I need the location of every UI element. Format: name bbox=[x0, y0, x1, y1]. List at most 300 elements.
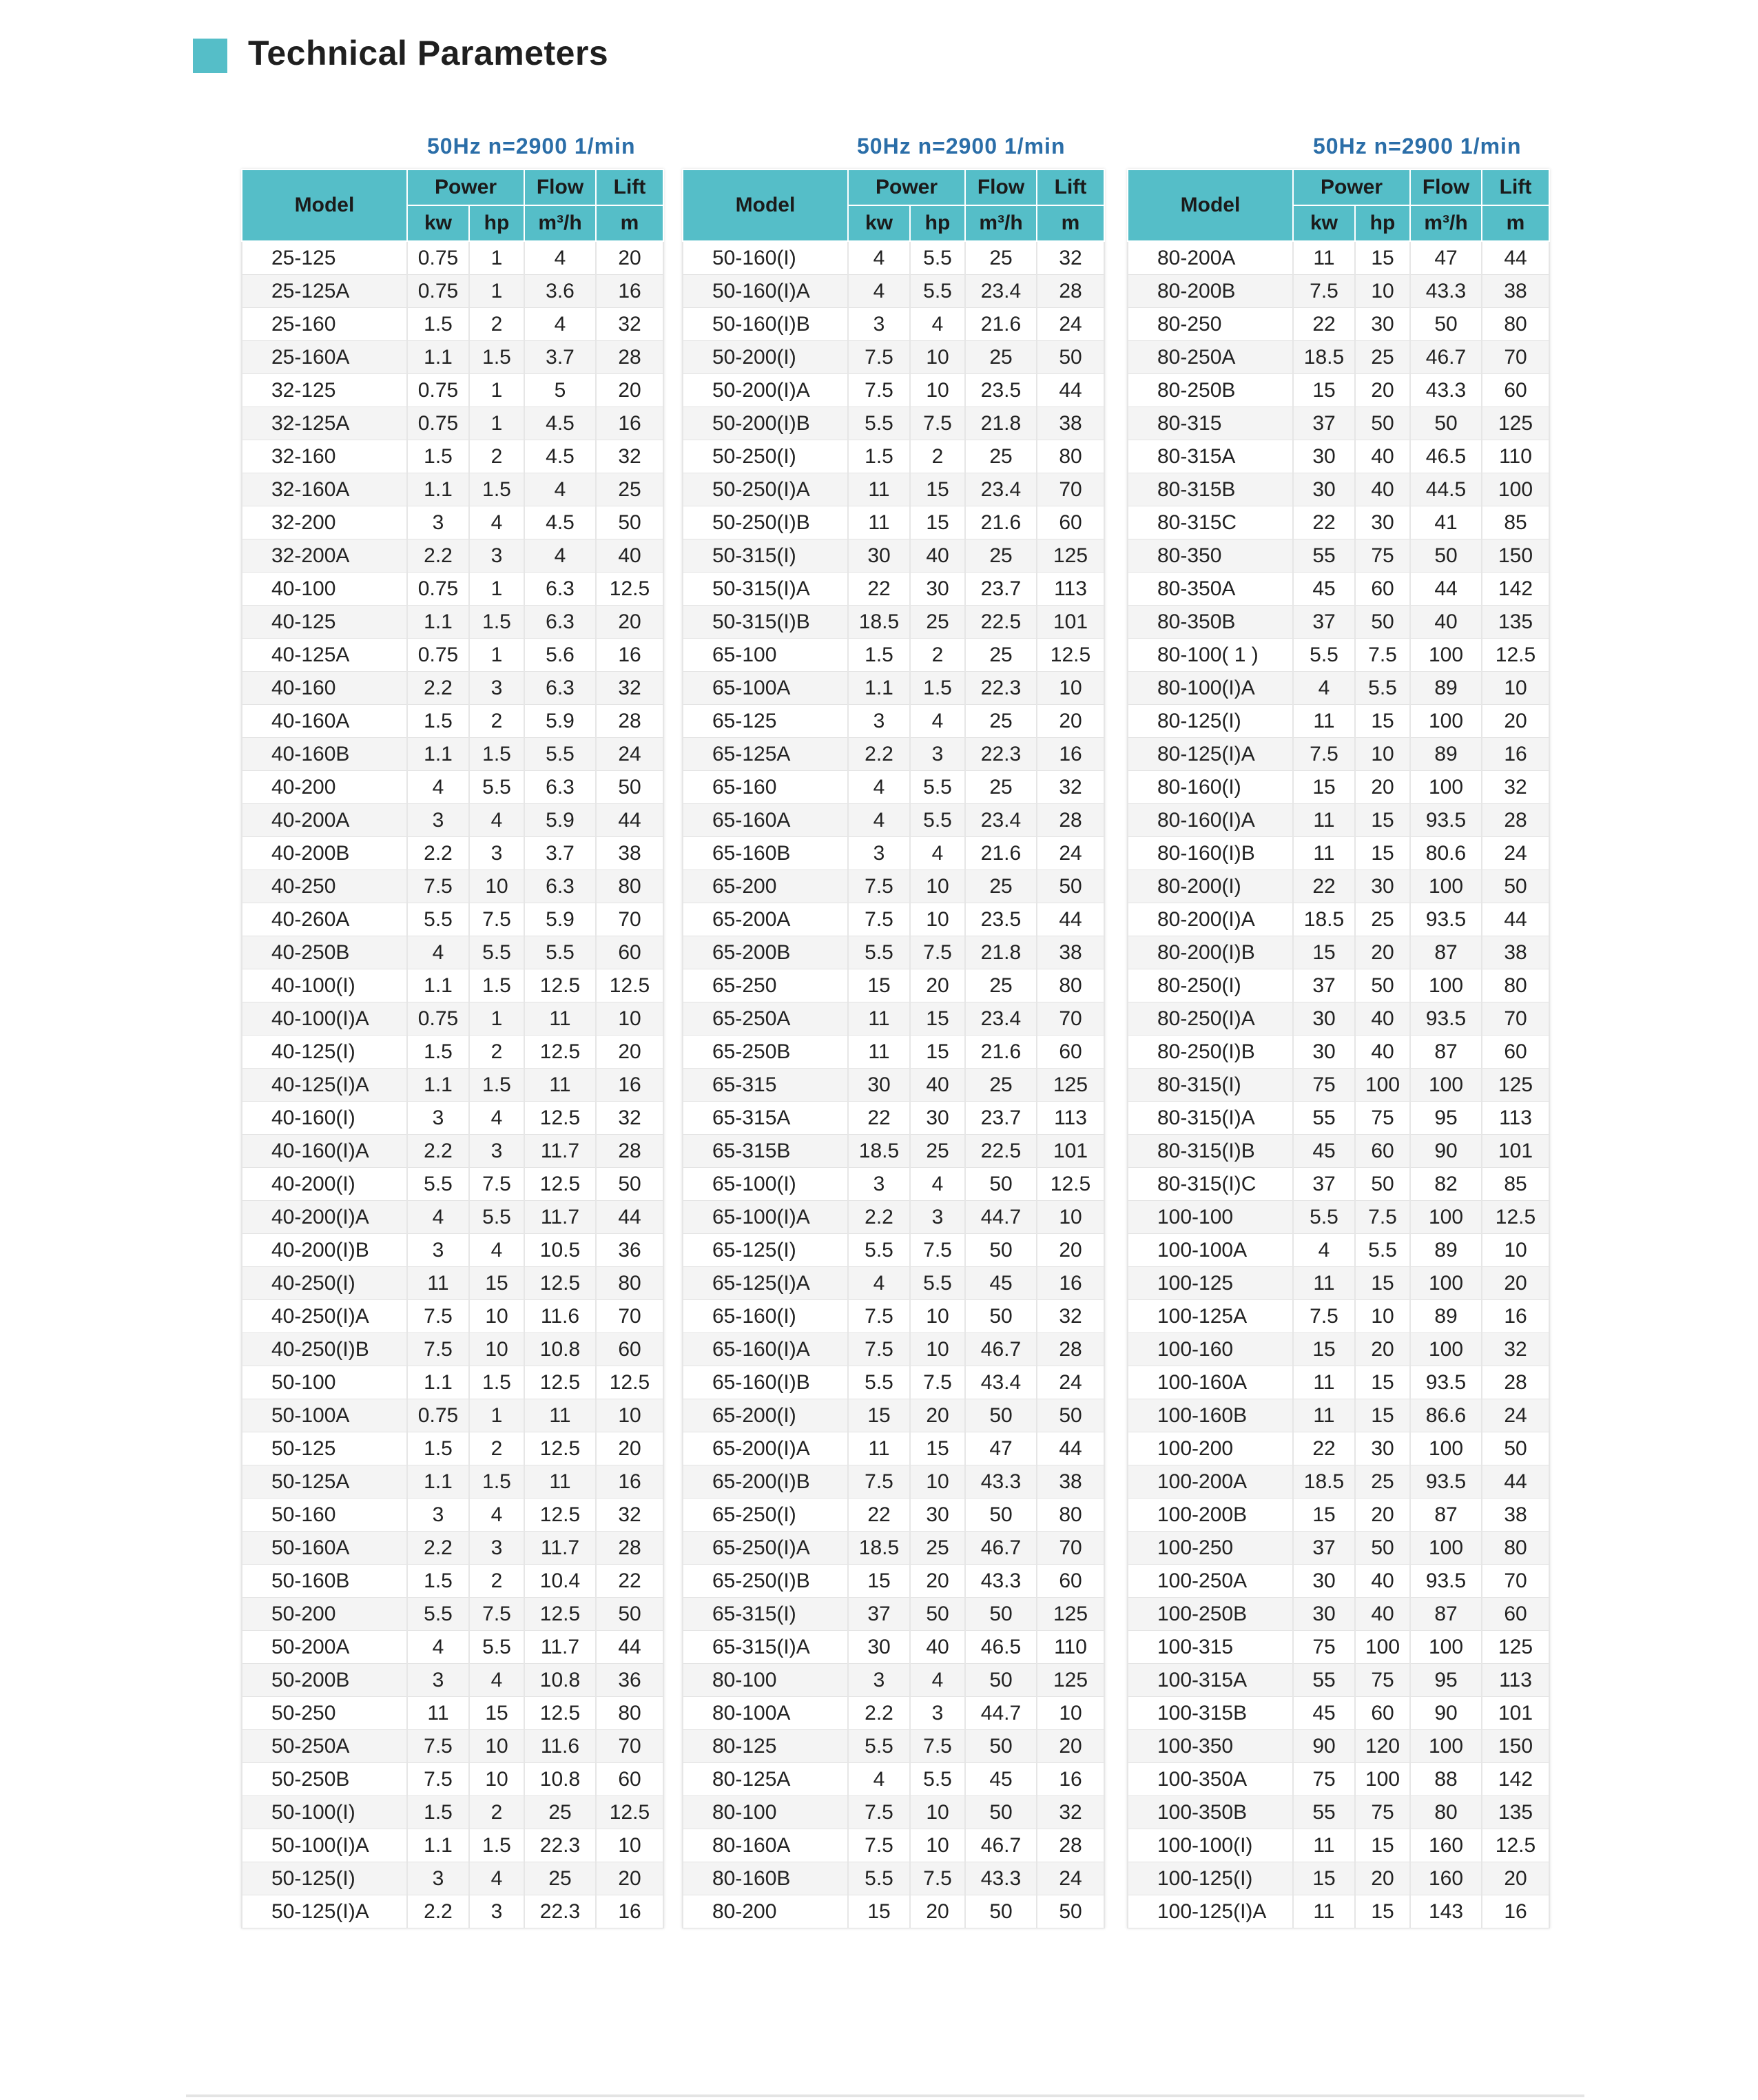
cell-model: 80-200(I)B bbox=[1128, 936, 1293, 969]
table-row bbox=[242, 1069, 663, 1102]
cell-power-hp: 40 bbox=[910, 539, 965, 573]
cell-power-kw: 2.2 bbox=[407, 1135, 469, 1168]
cell-power-kw: 30 bbox=[1293, 1036, 1355, 1069]
cell-model: 50-160 bbox=[242, 1499, 407, 1532]
table-row bbox=[683, 1730, 1104, 1763]
cell-lift: 80 bbox=[1037, 969, 1104, 1002]
cell-flow: 3.6 bbox=[524, 275, 596, 308]
cell-power-kw: 11 bbox=[1293, 837, 1355, 870]
table-row bbox=[242, 1862, 663, 1895]
cell-model: 50-100 bbox=[242, 1366, 407, 1399]
cell-power-hp: 20 bbox=[910, 969, 965, 1002]
cell-flow: 43.3 bbox=[965, 1862, 1037, 1895]
cell-power-kw: 7.5 bbox=[848, 870, 910, 903]
cell-lift: 32 bbox=[596, 440, 663, 473]
cell-lift: 12.5 bbox=[1482, 1829, 1549, 1862]
table-row bbox=[683, 1168, 1104, 1201]
cell-lift: 38 bbox=[1482, 1499, 1549, 1532]
cell-flow: 5 bbox=[524, 374, 596, 407]
cell-lift: 16 bbox=[1037, 1763, 1104, 1796]
cell-model: 50-315(I)A bbox=[683, 573, 848, 606]
table-row bbox=[1128, 903, 1549, 936]
header-hp: hp bbox=[1355, 205, 1410, 241]
cell-power-kw: 7.5 bbox=[848, 1465, 910, 1499]
cell-power-kw: 1.5 bbox=[848, 440, 910, 473]
table-row bbox=[683, 473, 1104, 506]
cell-flow: 4.5 bbox=[524, 407, 596, 440]
cell-model: 65-315B bbox=[683, 1135, 848, 1168]
cell-flow: 95 bbox=[1410, 1102, 1482, 1135]
cell-model: 40-125 bbox=[242, 606, 407, 639]
cell-flow: 50 bbox=[965, 1399, 1037, 1432]
cell-flow: 50 bbox=[1410, 308, 1482, 341]
table-row bbox=[1128, 1565, 1549, 1598]
cell-flow: 4 bbox=[524, 308, 596, 341]
cell-power-hp: 1.5 bbox=[469, 1069, 524, 1102]
cell-power-hp: 4 bbox=[910, 1168, 965, 1201]
cell-model: 80-315(I)B bbox=[1128, 1135, 1293, 1168]
header-lift: Lift bbox=[1037, 169, 1104, 205]
cell-flow: 23.4 bbox=[965, 473, 1037, 506]
cell-power-kw: 7.5 bbox=[848, 1300, 910, 1333]
cell-lift: 44 bbox=[1482, 241, 1549, 275]
cell-power-hp: 75 bbox=[1355, 1102, 1410, 1135]
cell-power-kw: 30 bbox=[848, 1069, 910, 1102]
cell-power-hp: 7.5 bbox=[469, 1168, 524, 1201]
cell-lift: 38 bbox=[596, 837, 663, 870]
cell-flow: 25 bbox=[965, 969, 1037, 1002]
cell-model: 65-100(I) bbox=[683, 1168, 848, 1201]
cell-lift: 20 bbox=[1482, 1862, 1549, 1895]
cell-model: 65-100A bbox=[683, 672, 848, 705]
cell-lift: 20 bbox=[1037, 1730, 1104, 1763]
cell-model: 50-100A bbox=[242, 1399, 407, 1432]
table-row bbox=[1128, 1730, 1549, 1763]
table-row bbox=[1128, 241, 1549, 275]
table-row bbox=[1128, 1036, 1549, 1069]
table-row bbox=[1128, 1201, 1549, 1234]
cell-power-kw: 11 bbox=[1293, 804, 1355, 837]
cell-model: 80-315B bbox=[1128, 473, 1293, 506]
cell-power-hp: 10 bbox=[910, 1333, 965, 1366]
cell-power-kw: 7.5 bbox=[848, 903, 910, 936]
cell-lift: 32 bbox=[1482, 771, 1549, 804]
cell-model: 32-125A bbox=[242, 407, 407, 440]
cell-model: 65-250(I) bbox=[683, 1499, 848, 1532]
cell-power-kw: 4 bbox=[848, 771, 910, 804]
cell-power-kw: 5.5 bbox=[407, 1598, 469, 1631]
cell-flow: 12.5 bbox=[524, 1598, 596, 1631]
cell-flow: 89 bbox=[1410, 738, 1482, 771]
cell-flow: 50 bbox=[965, 1895, 1037, 1928]
cell-flow: 25 bbox=[965, 341, 1037, 374]
cell-power-kw: 11 bbox=[407, 1697, 469, 1730]
frequency-label-2: 50Hz n=2900 1/min bbox=[857, 134, 1066, 158]
cell-power-hp: 15 bbox=[1355, 1895, 1410, 1928]
cell-lift: 80 bbox=[1037, 1499, 1104, 1532]
cell-flow: 22.3 bbox=[965, 672, 1037, 705]
cell-model: 40-200 bbox=[242, 771, 407, 804]
cell-power-kw: 5.5 bbox=[848, 1234, 910, 1267]
cell-model: 100-160 bbox=[1128, 1333, 1293, 1366]
cell-lift: 16 bbox=[1482, 738, 1549, 771]
cell-lift: 125 bbox=[1482, 1631, 1549, 1664]
cell-power-kw: 1.1 bbox=[407, 1366, 469, 1399]
cell-model: 80-125(I) bbox=[1128, 705, 1293, 738]
cell-lift: 28 bbox=[1037, 275, 1104, 308]
cell-power-kw: 22 bbox=[1293, 506, 1355, 539]
cell-power-kw: 30 bbox=[1293, 1598, 1355, 1631]
cell-power-kw: 4 bbox=[407, 771, 469, 804]
cell-power-kw: 22 bbox=[1293, 1432, 1355, 1465]
table-row bbox=[242, 1135, 663, 1168]
table-row bbox=[683, 771, 1104, 804]
table-row bbox=[1128, 1002, 1549, 1036]
table-row bbox=[242, 969, 663, 1002]
cell-model: 80-250(I)B bbox=[1128, 1036, 1293, 1069]
cell-flow: 50 bbox=[1410, 407, 1482, 440]
cell-power-hp: 15 bbox=[1355, 804, 1410, 837]
cell-power-hp: 30 bbox=[910, 1499, 965, 1532]
cell-flow: 88 bbox=[1410, 1763, 1482, 1796]
cell-power-kw: 55 bbox=[1293, 1796, 1355, 1829]
table-row bbox=[683, 539, 1104, 573]
table-row bbox=[683, 1829, 1104, 1862]
cell-lift: 44 bbox=[1482, 1465, 1549, 1499]
cell-power-hp: 15 bbox=[1355, 1366, 1410, 1399]
cell-power-hp: 20 bbox=[1355, 936, 1410, 969]
cell-power-kw: 5.5 bbox=[848, 1366, 910, 1399]
header-model: Model bbox=[242, 169, 407, 241]
cell-model: 65-160 bbox=[683, 771, 848, 804]
cell-lift: 70 bbox=[596, 1730, 663, 1763]
cell-power-kw: 0.75 bbox=[407, 374, 469, 407]
cell-model: 80-250(I)A bbox=[1128, 1002, 1293, 1036]
cell-model: 65-250A bbox=[683, 1002, 848, 1036]
cell-lift: 85 bbox=[1482, 506, 1549, 539]
cell-power-hp: 30 bbox=[1355, 506, 1410, 539]
cell-power-kw: 22 bbox=[848, 1102, 910, 1135]
cell-flow: 11.6 bbox=[524, 1730, 596, 1763]
cell-power-hp: 25 bbox=[910, 1135, 965, 1168]
cell-power-hp: 1.5 bbox=[469, 1829, 524, 1862]
cell-power-kw: 15 bbox=[1293, 1862, 1355, 1895]
cell-power-hp: 10 bbox=[469, 1333, 524, 1366]
cell-flow: 11.7 bbox=[524, 1135, 596, 1168]
cell-power-hp: 75 bbox=[1355, 539, 1410, 573]
cell-model: 80-350 bbox=[1128, 539, 1293, 573]
cell-power-kw: 11 bbox=[848, 473, 910, 506]
cell-model: 50-315(I) bbox=[683, 539, 848, 573]
cell-lift: 101 bbox=[1482, 1697, 1549, 1730]
cell-flow: 11.7 bbox=[524, 1631, 596, 1664]
cell-power-hp: 15 bbox=[910, 473, 965, 506]
title-marker bbox=[193, 39, 227, 73]
cell-power-kw: 0.75 bbox=[407, 241, 469, 275]
cell-power-hp: 100 bbox=[1355, 1763, 1410, 1796]
cell-power-kw: 75 bbox=[1293, 1763, 1355, 1796]
cell-power-kw: 0.75 bbox=[407, 1399, 469, 1432]
header-flow-unit: m³/h bbox=[524, 205, 596, 241]
cell-lift: 28 bbox=[1037, 1333, 1104, 1366]
cell-flow: 50 bbox=[965, 1664, 1037, 1697]
header-kw: kw bbox=[1293, 205, 1355, 241]
cell-flow: 41 bbox=[1410, 506, 1482, 539]
cell-model: 80-250 bbox=[1128, 308, 1293, 341]
table-row bbox=[1128, 771, 1549, 804]
cell-power-hp: 10 bbox=[910, 1465, 965, 1499]
cell-model: 80-200(I) bbox=[1128, 870, 1293, 903]
cell-model: 100-250B bbox=[1128, 1598, 1293, 1631]
spec-table-3 bbox=[1127, 169, 1550, 1928]
cell-power-hp: 4 bbox=[469, 1499, 524, 1532]
cell-model: 25-125A bbox=[242, 275, 407, 308]
cell-power-kw: 7.5 bbox=[407, 1300, 469, 1333]
cell-model: 80-100(I)A bbox=[1128, 672, 1293, 705]
cell-model: 50-100(I)A bbox=[242, 1829, 407, 1862]
cell-power-hp: 30 bbox=[910, 1102, 965, 1135]
cell-lift: 28 bbox=[596, 341, 663, 374]
cell-power-hp: 40 bbox=[1355, 473, 1410, 506]
cell-power-kw: 18.5 bbox=[848, 1135, 910, 1168]
cell-lift: 70 bbox=[1037, 1002, 1104, 1036]
cell-flow: 5.6 bbox=[524, 639, 596, 672]
cell-lift: 150 bbox=[1482, 539, 1549, 573]
cell-power-hp: 5.5 bbox=[1355, 1234, 1410, 1267]
cell-power-kw: 3 bbox=[407, 506, 469, 539]
cell-power-hp: 30 bbox=[910, 573, 965, 606]
cell-power-hp: 5.5 bbox=[1355, 672, 1410, 705]
cell-model: 40-250(I) bbox=[242, 1267, 407, 1300]
table-row bbox=[242, 1829, 663, 1862]
cell-model: 65-315 bbox=[683, 1069, 848, 1102]
cell-lift: 70 bbox=[596, 903, 663, 936]
table-row bbox=[1128, 870, 1549, 903]
cell-lift: 32 bbox=[596, 308, 663, 341]
cell-power-kw: 4 bbox=[848, 275, 910, 308]
cell-flow: 22.5 bbox=[965, 606, 1037, 639]
table-row bbox=[683, 1036, 1104, 1069]
cell-power-kw: 7.5 bbox=[848, 1333, 910, 1366]
table-row bbox=[683, 341, 1104, 374]
cell-flow: 22.3 bbox=[524, 1829, 596, 1862]
cell-power-hp: 20 bbox=[1355, 771, 1410, 804]
cell-flow: 25 bbox=[965, 771, 1037, 804]
table-row bbox=[683, 241, 1104, 275]
cell-model: 100-100A bbox=[1128, 1234, 1293, 1267]
cell-lift: 24 bbox=[1037, 837, 1104, 870]
cell-lift: 12.5 bbox=[596, 1796, 663, 1829]
cell-model: 80-160A bbox=[683, 1829, 848, 1862]
cell-power-kw: 11 bbox=[848, 1432, 910, 1465]
table-row bbox=[242, 1234, 663, 1267]
table-row bbox=[1128, 407, 1549, 440]
cell-model: 100-250 bbox=[1128, 1532, 1293, 1565]
cell-flow: 23.7 bbox=[965, 1102, 1037, 1135]
cell-flow: 22.5 bbox=[965, 1135, 1037, 1168]
cell-model: 32-160A bbox=[242, 473, 407, 506]
cell-lift: 50 bbox=[596, 771, 663, 804]
cell-power-hp: 25 bbox=[1355, 903, 1410, 936]
cell-flow: 11 bbox=[524, 1465, 596, 1499]
cell-flow: 23.4 bbox=[965, 804, 1037, 837]
table-row bbox=[1128, 1399, 1549, 1432]
cell-power-hp: 20 bbox=[1355, 1862, 1410, 1895]
cell-model: 80-250A bbox=[1128, 341, 1293, 374]
cell-power-hp: 1 bbox=[469, 275, 524, 308]
cell-power-kw: 5.5 bbox=[848, 1862, 910, 1895]
cell-power-kw: 4 bbox=[848, 1267, 910, 1300]
cell-power-hp: 4 bbox=[469, 1234, 524, 1267]
cell-model: 50-200(I)A bbox=[683, 374, 848, 407]
table-row bbox=[1128, 1763, 1549, 1796]
table-row bbox=[1128, 1631, 1549, 1664]
cell-flow: 25 bbox=[524, 1796, 596, 1829]
cell-power-hp: 75 bbox=[1355, 1796, 1410, 1829]
table-row bbox=[1128, 1102, 1549, 1135]
cell-power-hp: 5.5 bbox=[910, 241, 965, 275]
table-row bbox=[1128, 1895, 1549, 1928]
cell-flow: 3.7 bbox=[524, 837, 596, 870]
cell-lift: 20 bbox=[1482, 1267, 1549, 1300]
cell-lift: 24 bbox=[1482, 1399, 1549, 1432]
table-row bbox=[242, 1598, 663, 1631]
cell-lift: 80 bbox=[596, 1267, 663, 1300]
cell-model: 80-250B bbox=[1128, 374, 1293, 407]
cell-model: 65-315A bbox=[683, 1102, 848, 1135]
cell-lift: 44 bbox=[1482, 903, 1549, 936]
cell-power-hp: 7.5 bbox=[910, 1730, 965, 1763]
cell-model: 65-160A bbox=[683, 804, 848, 837]
cell-flow: 11 bbox=[524, 1399, 596, 1432]
cell-lift: 10 bbox=[1037, 1697, 1104, 1730]
cell-flow: 100 bbox=[1410, 771, 1482, 804]
cell-power-hp: 3 bbox=[469, 1135, 524, 1168]
table-row bbox=[1128, 1135, 1549, 1168]
cell-power-hp: 4 bbox=[469, 1102, 524, 1135]
cell-power-kw: 5.5 bbox=[848, 936, 910, 969]
cell-model: 40-160(I)A bbox=[242, 1135, 407, 1168]
cell-power-hp: 10 bbox=[910, 1829, 965, 1862]
cell-power-kw: 11 bbox=[1293, 1895, 1355, 1928]
cell-power-kw: 15 bbox=[1293, 1499, 1355, 1532]
table-row bbox=[683, 837, 1104, 870]
cell-power-hp: 50 bbox=[1355, 1532, 1410, 1565]
cell-power-kw: 30 bbox=[1293, 1565, 1355, 1598]
cell-power-hp: 15 bbox=[469, 1267, 524, 1300]
cell-model: 65-125(I) bbox=[683, 1234, 848, 1267]
cell-power-kw: 15 bbox=[848, 1399, 910, 1432]
cell-power-hp: 5.5 bbox=[469, 1631, 524, 1664]
cell-power-hp: 1.5 bbox=[469, 969, 524, 1002]
table-row bbox=[683, 1234, 1104, 1267]
table-row bbox=[683, 1499, 1104, 1532]
cell-model: 50-125(I)A bbox=[242, 1895, 407, 1928]
cell-flow: 10.4 bbox=[524, 1565, 596, 1598]
cell-power-hp: 3 bbox=[469, 837, 524, 870]
table-row bbox=[242, 573, 663, 606]
cell-power-kw: 15 bbox=[848, 1895, 910, 1928]
cell-lift: 16 bbox=[1482, 1895, 1549, 1928]
cell-power-kw: 5.5 bbox=[407, 1168, 469, 1201]
cell-power-hp: 50 bbox=[1355, 1168, 1410, 1201]
cell-flow: 44.5 bbox=[1410, 473, 1482, 506]
cell-lift: 32 bbox=[596, 672, 663, 705]
cell-model: 65-125 bbox=[683, 705, 848, 738]
cell-power-kw: 22 bbox=[848, 573, 910, 606]
cell-lift: 38 bbox=[1037, 1465, 1104, 1499]
cell-lift: 28 bbox=[596, 1532, 663, 1565]
cell-flow: 93.5 bbox=[1410, 903, 1482, 936]
cell-model: 100-100(I) bbox=[1128, 1829, 1293, 1862]
cell-lift: 28 bbox=[1037, 1829, 1104, 1862]
cell-flow: 21.6 bbox=[965, 506, 1037, 539]
cell-lift: 110 bbox=[1037, 1631, 1104, 1664]
header-hp: hp bbox=[910, 205, 965, 241]
cell-flow: 50 bbox=[965, 1234, 1037, 1267]
cell-power-hp: 1.5 bbox=[469, 606, 524, 639]
cell-model: 50-125(I) bbox=[242, 1862, 407, 1895]
cell-lift: 50 bbox=[1037, 1399, 1104, 1432]
cell-power-kw: 11 bbox=[1293, 1267, 1355, 1300]
cell-power-kw: 22 bbox=[1293, 308, 1355, 341]
cell-model: 80-100 bbox=[683, 1796, 848, 1829]
table-row bbox=[242, 1168, 663, 1201]
cell-power-kw: 75 bbox=[1293, 1631, 1355, 1664]
table-row bbox=[1128, 1598, 1549, 1631]
cell-power-kw: 1.1 bbox=[407, 341, 469, 374]
cell-power-hp: 10 bbox=[910, 903, 965, 936]
cell-model: 65-250 bbox=[683, 969, 848, 1002]
cell-power-hp: 20 bbox=[1355, 1499, 1410, 1532]
cell-model: 100-200B bbox=[1128, 1499, 1293, 1532]
cell-power-kw: 11 bbox=[1293, 705, 1355, 738]
cell-power-hp: 15 bbox=[1355, 837, 1410, 870]
table-row bbox=[683, 1532, 1104, 1565]
cell-model: 50-125A bbox=[242, 1465, 407, 1499]
cell-lift: 38 bbox=[1482, 936, 1549, 969]
cell-model: 50-250(I) bbox=[683, 440, 848, 473]
cell-lift: 28 bbox=[596, 1135, 663, 1168]
table-row bbox=[1128, 1300, 1549, 1333]
cell-power-kw: 2.2 bbox=[407, 539, 469, 573]
table-row bbox=[683, 1664, 1104, 1697]
table-row bbox=[1128, 672, 1549, 705]
cell-power-hp: 1 bbox=[469, 573, 524, 606]
cell-flow: 46.7 bbox=[965, 1829, 1037, 1862]
cell-lift: 40 bbox=[596, 539, 663, 573]
cell-power-kw: 1.5 bbox=[407, 1432, 469, 1465]
cell-lift: 25 bbox=[596, 473, 663, 506]
cell-model: 80-350B bbox=[1128, 606, 1293, 639]
cell-model: 25-160 bbox=[242, 308, 407, 341]
cell-lift: 113 bbox=[1482, 1102, 1549, 1135]
cell-model: 65-100 bbox=[683, 639, 848, 672]
cell-power-hp: 25 bbox=[910, 1532, 965, 1565]
table-row bbox=[683, 275, 1104, 308]
cell-lift: 16 bbox=[596, 1069, 663, 1102]
cell-lift: 70 bbox=[1482, 341, 1549, 374]
cell-model: 65-200(I)B bbox=[683, 1465, 848, 1499]
cell-power-kw: 4 bbox=[1293, 672, 1355, 705]
cell-lift: 60 bbox=[1037, 1565, 1104, 1598]
cell-lift: 12.5 bbox=[596, 573, 663, 606]
cell-model: 50-250(I)A bbox=[683, 473, 848, 506]
cell-power-hp: 20 bbox=[910, 1895, 965, 1928]
table-row bbox=[1128, 1465, 1549, 1499]
cell-model: 65-200(I)A bbox=[683, 1432, 848, 1465]
cell-model: 65-200B bbox=[683, 936, 848, 969]
